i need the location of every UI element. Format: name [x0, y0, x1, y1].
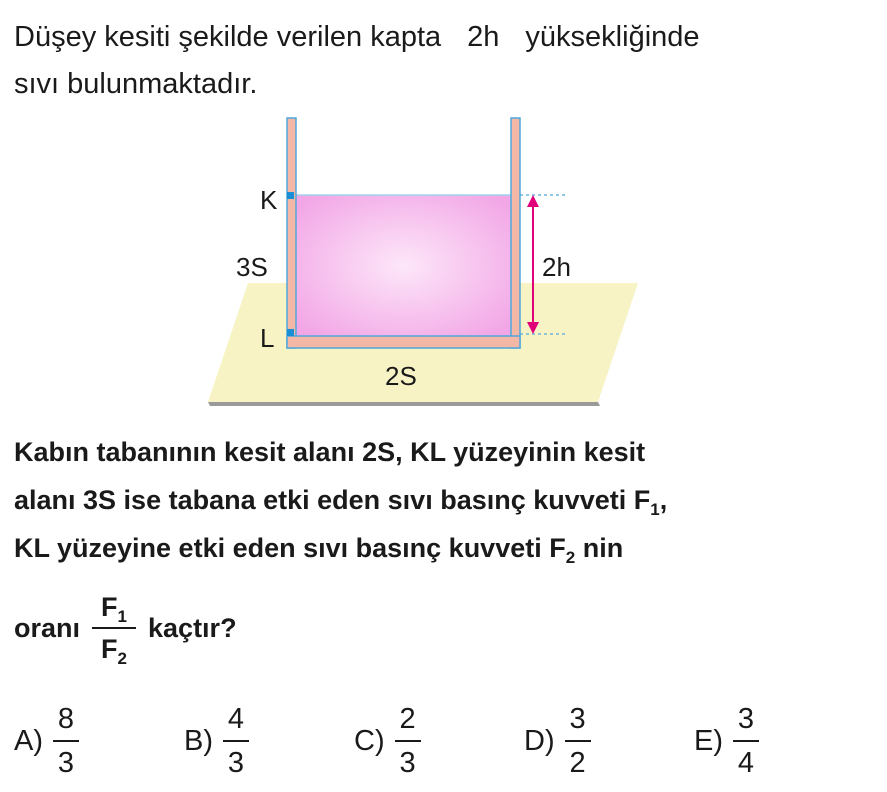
choice-c-letter: C) [354, 724, 385, 757]
ratio-line [14, 590, 237, 666]
choice-b[interactable] [184, 700, 249, 782]
label-2s: 2S [385, 361, 417, 391]
question-line3-sub: 2 [565, 548, 576, 567]
ratio-suffix: kaçtır? [148, 612, 237, 643]
choice-d-bar [565, 740, 591, 742]
choice-e-bar [733, 740, 759, 742]
question-text [14, 428, 834, 572]
table-shadow [208, 402, 600, 406]
choice-c-fraction [395, 700, 421, 782]
question-line1-text: Kabın tabanının kesit alanı 2S, KL yüzeyinin kesit [14, 437, 646, 467]
choice-a-fraction [53, 700, 79, 782]
choice-d-den: 2 [569, 747, 586, 779]
question-line3-end: nin [575, 533, 624, 563]
height-arrow-up-icon [527, 195, 539, 207]
choice-e[interactable] [694, 700, 759, 782]
ratio-num-sub: 1 [117, 607, 127, 626]
choice-b-num: 4 [227, 703, 245, 735]
label-k: K [260, 185, 278, 215]
question-line2-sub: 1 [650, 500, 660, 519]
choice-e-fraction [733, 700, 759, 782]
intro-part1: Düşey kesiti şekilde verilen kapta [14, 21, 442, 53]
point-l-marker [287, 329, 294, 336]
choice-a[interactable] [14, 700, 79, 782]
choice-e-den: 4 [737, 747, 755, 779]
choice-a-den: 3 [57, 747, 75, 779]
ratio-fraction [92, 590, 136, 666]
intro-line2: sıvı bulunmaktadır. [14, 68, 258, 100]
choice-d-num: 3 [569, 703, 586, 735]
question-line2 [14, 476, 834, 524]
choice-b-letter: B) [184, 724, 213, 757]
choice-c-den: 3 [399, 747, 416, 779]
choice-b-fraction [223, 700, 249, 782]
point-k-marker [287, 192, 294, 199]
choice-d-letter: D) [524, 724, 555, 757]
choice-a-bar [53, 740, 79, 742]
choice-d[interactable] [524, 700, 591, 782]
choice-e-letter: E) [694, 724, 723, 757]
intro-part2: yüksekliğinde [525, 21, 700, 53]
choice-e-num: 3 [737, 703, 755, 735]
question-line3-text: KL yüzeyine etki eden sıvı basınç kuvveti F [14, 533, 566, 563]
choice-c[interactable] [354, 700, 421, 782]
left-wall [287, 118, 296, 348]
ratio-den-sub: 2 [117, 649, 127, 668]
question-line3 [14, 524, 834, 572]
question-line2-text: alanı 3S ise tabana etki eden sıvı basınç kuvveti F [14, 485, 651, 515]
choice-d-fraction [565, 700, 591, 782]
label-3s: 3S [236, 252, 268, 282]
choice-a-num: 8 [57, 703, 75, 735]
answer-choices [0, 700, 887, 790]
choice-c-bar [395, 740, 421, 742]
label-2h: 2h [542, 252, 571, 282]
choice-b-den: 3 [227, 747, 245, 779]
choice-c-num: 2 [399, 703, 416, 735]
label-l: L [260, 323, 275, 353]
liquid [296, 195, 511, 336]
right-wall [511, 118, 520, 348]
choice-a-letter: A) [14, 724, 43, 757]
ratio-den: F [101, 634, 118, 664]
question-line2-end: , [659, 485, 668, 515]
question-line1 [14, 428, 834, 476]
intro-height: 2h [467, 21, 500, 53]
ratio-bar [92, 627, 136, 629]
ratio-num: F [101, 592, 118, 622]
choice-b-bar [223, 740, 249, 742]
ratio-prefix: oranı [14, 612, 81, 643]
container-base [287, 336, 520, 348]
